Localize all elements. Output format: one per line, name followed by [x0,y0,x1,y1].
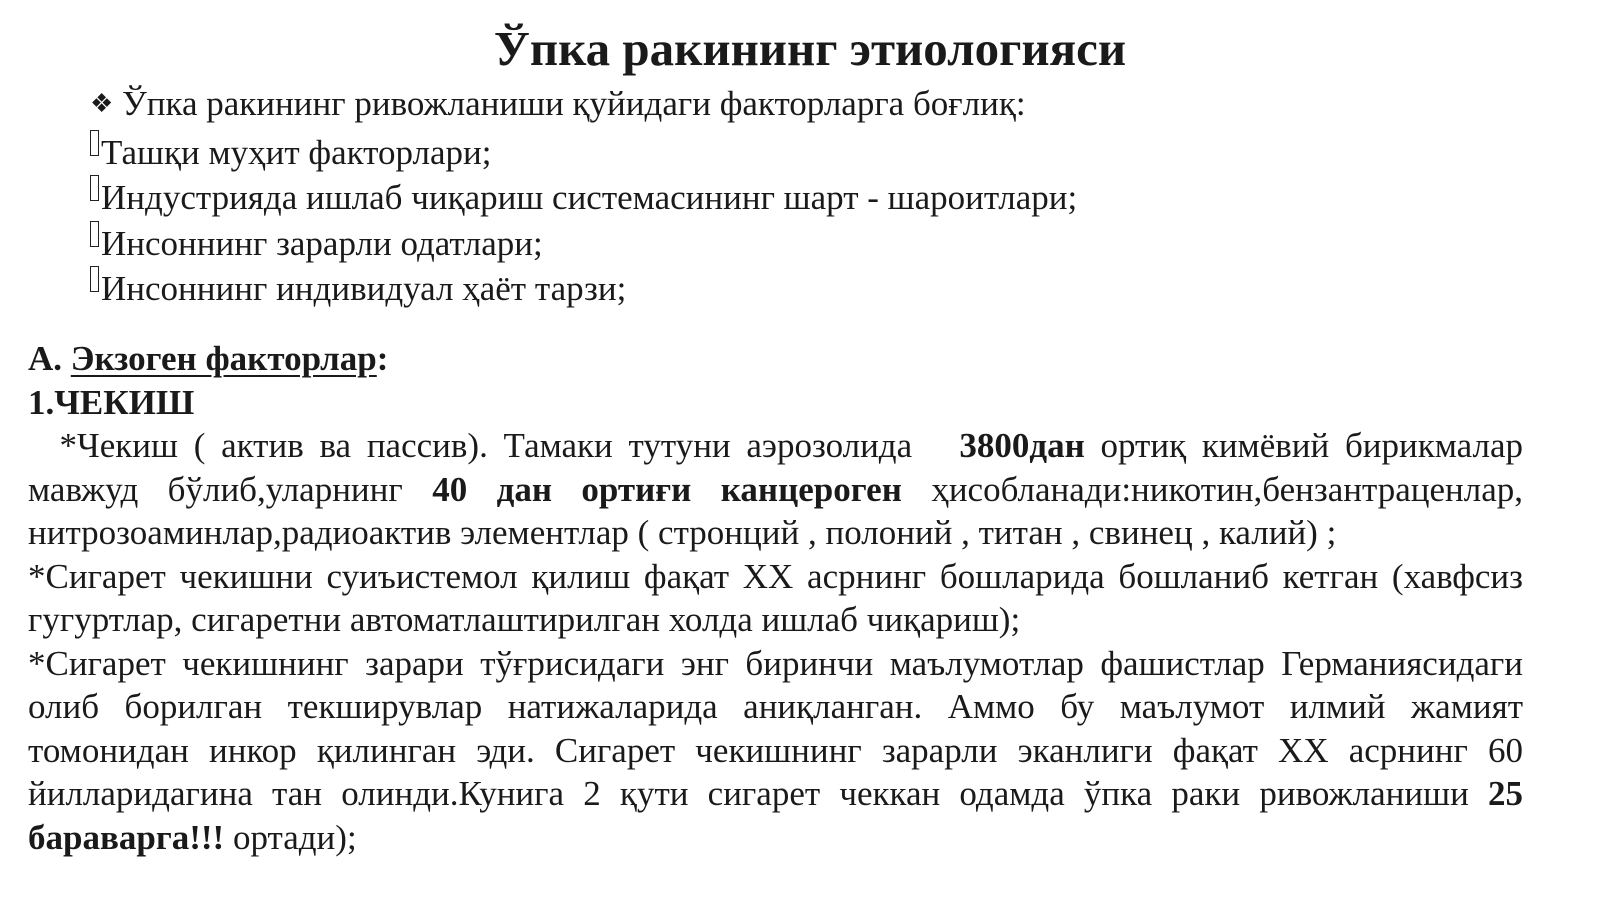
slide-title: Ўпка ракининг этиологияси [493,21,1127,76]
missing-glyph-bullet-icon [90,221,99,247]
list-item [90,130,1077,176]
missing-glyph-bullet-icon [90,266,99,292]
paragraph-text: *Чекиш ( актив ва пассив). Тамаки тутуни аэрозолида [28,426,960,465]
list-item-text: Инсоннинг индивидуал ҳаёт тарзи; [101,269,627,308]
section-heading [28,337,1523,381]
section-heading-text: Экзоген факторлар [70,339,377,378]
section-colon: : [376,339,389,378]
list-item [90,221,1077,267]
missing-glyph-bullet-icon [90,175,99,201]
list-item [90,266,1077,312]
paragraph-text: ортиқ кимёвий бирикмалар мавжуд бўлиб,уларнинг [28,426,1523,509]
list-item-text: Индустрияда ишлаб чиқариш системасининг шарт - шароитлари; [101,178,1078,217]
list-item [90,175,1077,221]
bold-figure: 3800дан [959,426,1085,465]
paragraph-text: *Сигарет чекишнинг зарари тўғрисидаги энг биринчи маълумотлар фашистлар Германиясидаги олиб борилган текширувлар натижаларида аниқланган. Аммо бу маълумот илмий жамият томонидан инкор қилинган эди. Сигарет чекишнинг зарарли эканлиги фақат XX асрнинг 60 йилларидагина тан олинди.Кунига 2 қути сигарет чеккан одамда ўпка раки ривожланиши [28,643,1523,813]
section-letter: А. [28,339,71,378]
bold-figure: 25 бараварга!!! [28,774,1523,857]
missing-glyph-bullet-icon [90,130,99,156]
paragraph-smoking-history: *Сигарет чекишни суиъистемол қилиш фақат XX асрнинг бошларида бошланиб кетган (хавфсиз гугуртлар, сигаретни автоматлаштирилган холда ишлаб чиқариш); [28,556,1523,639]
paragraph-text: ортади); [224,817,357,857]
list-item-text: Ташқи муҳит факторлари; [101,132,492,172]
paragraph-smoking-harm [28,642,1523,860]
list-item-text: Инсоннинг зарарли одатлари; [101,223,543,263]
paragraph-text: ҳисобланади:никотин,бензантраценлар, нитрозоаминлар,радиоактив элементлар ( стронций , полоний , титан , свинец , калий) ; [28,469,1523,552]
body-text [28,337,1523,859]
diamond-bullet-icon: ❖ [90,89,114,118]
intro-lead-text: Ўпка ракининг ривожланиши қуйидаги факторларга боғлиқ: [122,84,1026,123]
bold-figure: 40 дан ортиғи канцероген [432,469,902,509]
intro-list [90,81,1077,312]
intro-lead [90,81,1077,130]
paragraph-smoking-composition [28,424,1523,555]
subsection-heading: 1.ЧЕКИШ [28,382,195,422]
